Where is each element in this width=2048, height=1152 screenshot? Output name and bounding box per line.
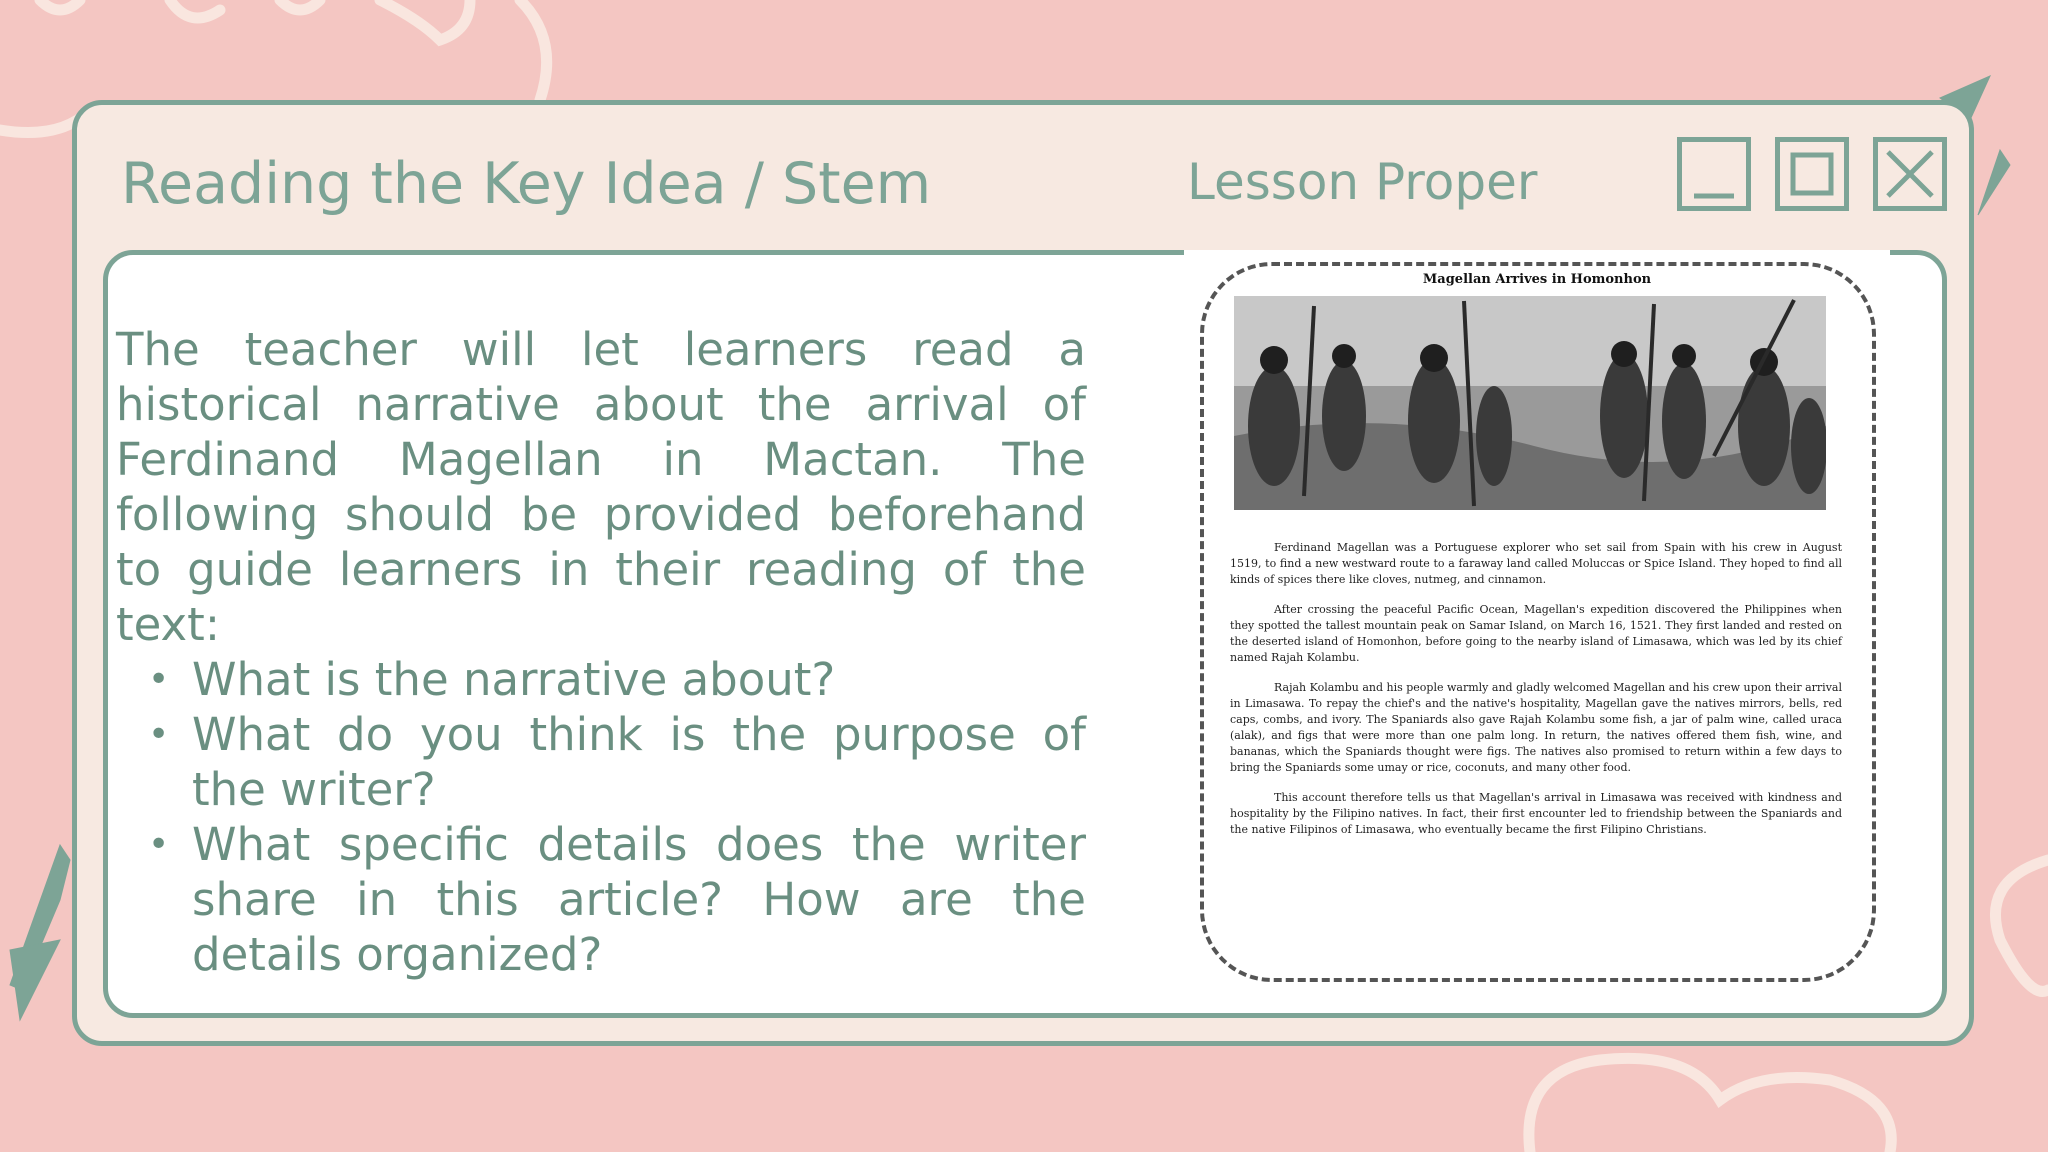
article-title: Magellan Arrives in Homonhon — [1422, 272, 1652, 287]
window-title: Reading the Key Idea / Stem — [121, 151, 932, 217]
question-item: • What is the narrative about? — [192, 652, 1086, 707]
article-paragraph: Rajah Kolambu and his people warmly and gladly welcomed Magellan and his crew upon their arrival in Limasawa. To repay the chief's and the native's hospitality, Magellan gave the natives mirrors, bells, red caps, combs, and ivory. The Spaniards also gave Rajah Kolambu some fish, a jar of palm wine, called uraca (alak), and figs that were more than one palm long. In return, the natives offered them fish, wine, and bananas, which the Spaniards thought were figs. The natives also promised to return within a few days to bring the Spaniards some umay or rice, coconuts, and many other food. — [1230, 681, 1842, 774]
magellan-illustration — [1234, 296, 1826, 510]
article-image — [1184, 250, 1890, 992]
guide-questions — [116, 652, 1086, 982]
minimize-icon — [1682, 142, 1746, 206]
window-subtitle: Lesson Proper — [1187, 153, 1538, 211]
maximize-icon — [1780, 142, 1844, 206]
article-paragraph: Ferdinand Magellan was a Portuguese explorer who set sail from Spain with his crew in August 1519, to find a new westward route to a faraway land called Moluccas or Spice Island. They hoped to find all kinds of spices there like cloves, nutmeg, and cinnamon. — [1230, 541, 1842, 586]
article-paragraph: This account therefore tells us that Magellan's arrival in Limasawa was received with kindness and hospitality by the Filipino natives. In fact, their first encounter led to friendship between the Spaniards and the native Filipinos of Limasawa, who eventually became the first Filipino Christians. — [1230, 791, 1842, 836]
article-body — [1230, 540, 1842, 852]
lesson-instructions — [116, 322, 1086, 982]
question-item: • What do you think is the purpose of the writer? — [192, 707, 1086, 817]
close-icon — [1878, 142, 1942, 206]
close-button[interactable] — [1873, 137, 1947, 211]
intro-text: The teacher will let learners read a historical narrative about the arrival of Ferdinand Magellan in Mactan. The following should be provided beforehand to guide learners in their reading of the text: — [116, 323, 1086, 651]
minimize-button[interactable] — [1677, 137, 1751, 211]
question-item: • What specific details does the writer share in this article? How are the details organized? — [192, 817, 1086, 982]
maximize-button[interactable] — [1775, 137, 1849, 211]
article-paragraph: After crossing the peaceful Pacific Ocean, Magellan's expedition discovered the Philippines when they spotted the tallest mountain peak on Samar Island, on March 16, 1521. They first landed and rested on the deserted island of Homonhon, before going to the nearby island of Limasawa, which was led by its chief named Rajah Kolambu. — [1230, 603, 1842, 664]
